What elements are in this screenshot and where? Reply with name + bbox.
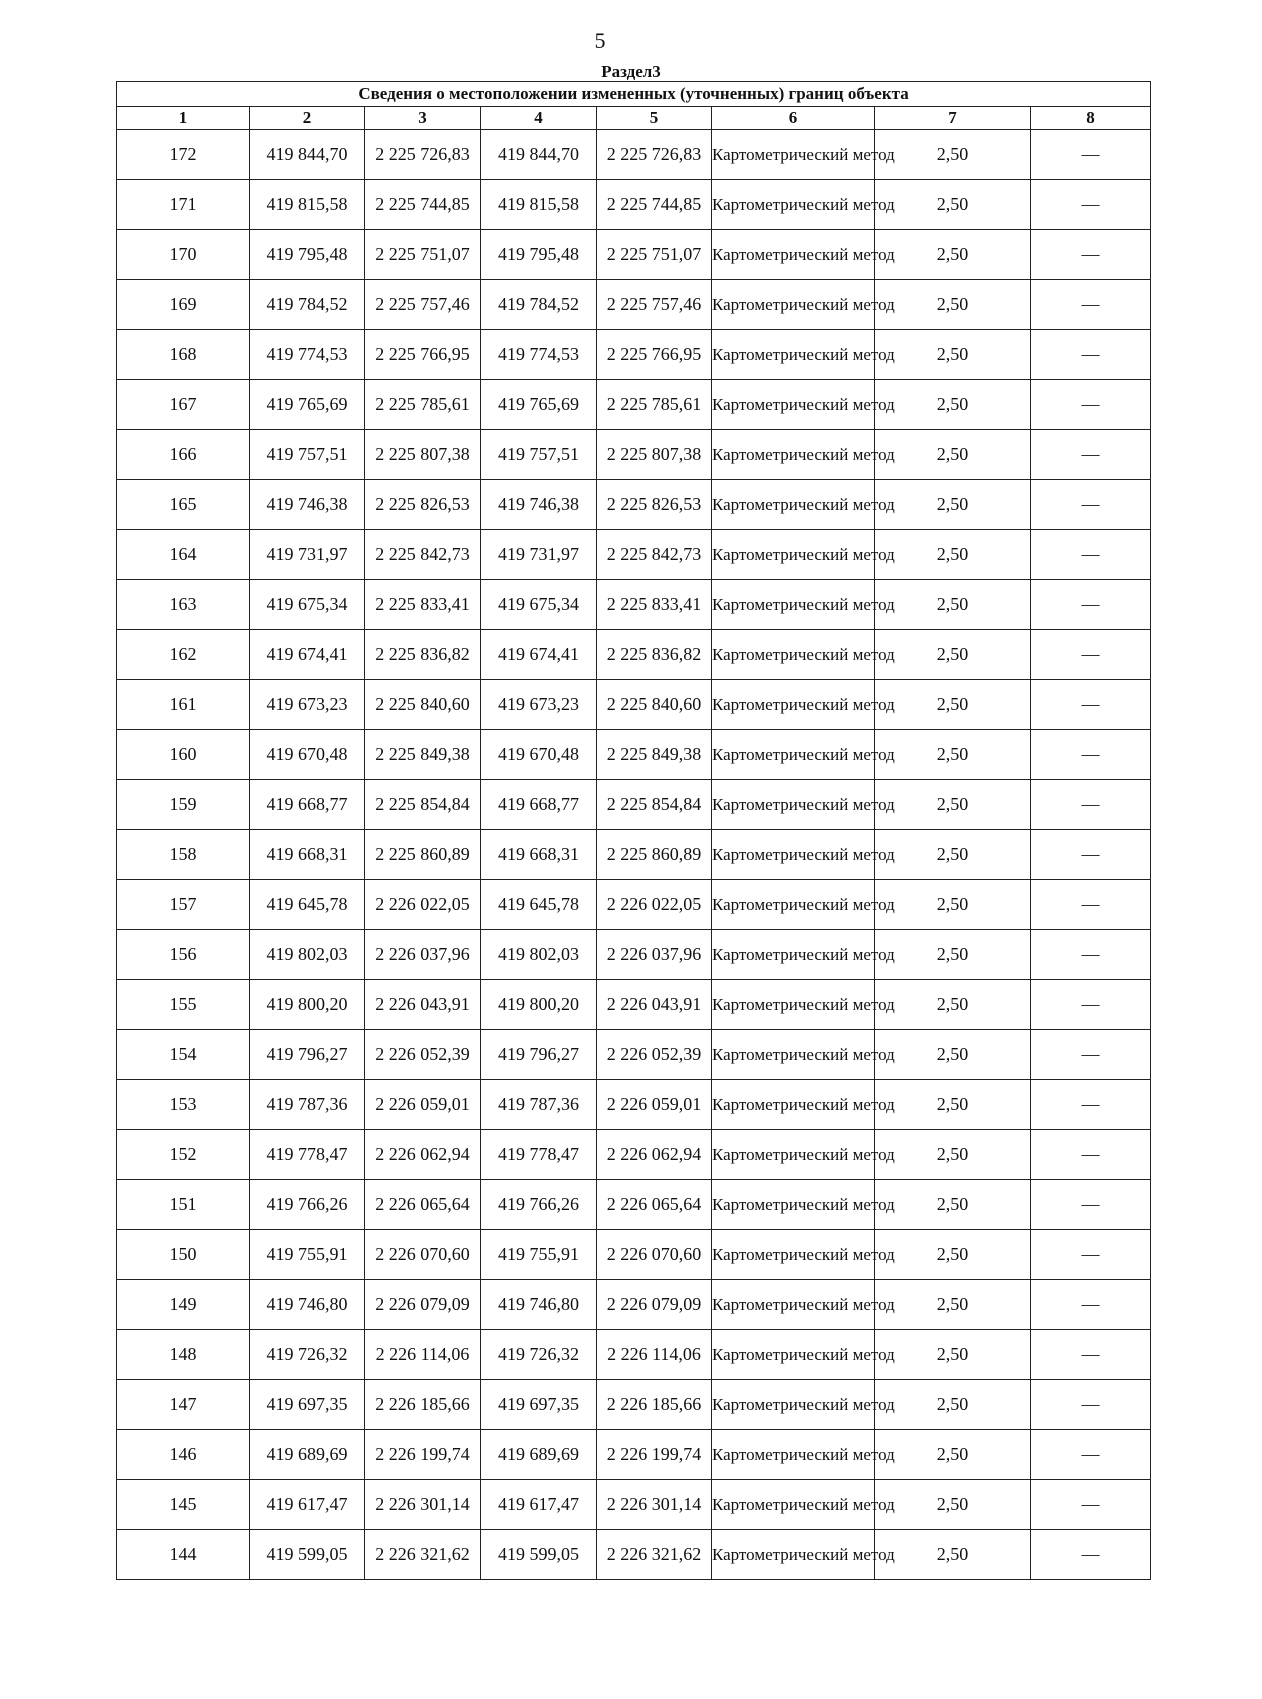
description-cell: —	[1031, 580, 1151, 630]
existing-y-cell: 2 225 842,73	[365, 530, 481, 580]
table-row	[117, 1530, 1151, 1580]
description-cell: —	[1031, 1280, 1151, 1330]
existing-y-cell: 2 225 826,53	[365, 480, 481, 530]
existing-y-cell: 2 225 766,95	[365, 330, 481, 380]
point-number-cell: 146	[117, 1430, 250, 1480]
existing-x-cell: 419 668,77	[250, 780, 365, 830]
description-cell: —	[1031, 380, 1151, 430]
existing-x-cell: 419 766,26	[250, 1180, 365, 1230]
refined-x-cell: 419 766,26	[481, 1180, 597, 1230]
description-cell: —	[1031, 280, 1151, 330]
refined-x-cell: 419 668,31	[481, 830, 597, 880]
column-header: 4	[481, 107, 597, 130]
refined-y-cell: 2 225 840,60	[597, 680, 712, 730]
method-cell: Картометрический метод	[712, 530, 875, 580]
refined-x-cell: 419 668,77	[481, 780, 597, 830]
method-cell: Картометрический метод	[712, 180, 875, 230]
accuracy-cell: 2,50	[875, 830, 1031, 880]
description-cell: —	[1031, 1030, 1151, 1080]
existing-y-cell: 2 225 744,85	[365, 180, 481, 230]
existing-y-cell: 2 226 301,14	[365, 1480, 481, 1530]
existing-y-cell: 2 226 199,74	[365, 1430, 481, 1480]
existing-x-cell: 419 674,41	[250, 630, 365, 680]
refined-x-cell: 419 787,36	[481, 1080, 597, 1130]
existing-x-cell: 419 796,27	[250, 1030, 365, 1080]
point-number-cell: 167	[117, 380, 250, 430]
description-cell: —	[1031, 980, 1151, 1030]
point-number-cell: 171	[117, 180, 250, 230]
refined-y-cell: 2 226 114,06	[597, 1330, 712, 1380]
method-cell: Картометрический метод	[712, 1180, 875, 1230]
point-number-cell: 157	[117, 880, 250, 930]
existing-x-cell: 419 815,58	[250, 180, 365, 230]
description-cell: —	[1031, 1080, 1151, 1130]
refined-x-cell: 419 765,69	[481, 380, 597, 430]
existing-y-cell: 2 226 022,05	[365, 880, 481, 930]
description-cell: —	[1031, 1230, 1151, 1280]
description-cell: —	[1031, 130, 1151, 180]
existing-x-cell: 419 726,32	[250, 1330, 365, 1380]
section-title: Раздел3	[601, 62, 661, 81]
description-cell: —	[1031, 630, 1151, 680]
method-cell: Картометрический метод	[712, 280, 875, 330]
refined-x-cell: 419 645,78	[481, 880, 597, 930]
existing-x-cell: 419 778,47	[250, 1130, 365, 1180]
refined-x-cell: 419 675,34	[481, 580, 597, 630]
accuracy-cell: 2,50	[875, 1130, 1031, 1180]
refined-y-cell: 2 226 043,91	[597, 980, 712, 1030]
accuracy-cell: 2,50	[875, 180, 1031, 230]
existing-y-cell: 2 225 860,89	[365, 830, 481, 880]
method-cell: Картометрический метод	[712, 880, 875, 930]
method-cell: Картометрический метод	[712, 930, 875, 980]
description-cell: —	[1031, 1180, 1151, 1230]
accuracy-cell: 2,50	[875, 1180, 1031, 1230]
existing-y-cell: 2 226 043,91	[365, 980, 481, 1030]
column-header: 8	[1031, 107, 1151, 130]
accuracy-cell: 2,50	[875, 730, 1031, 780]
table-row	[117, 180, 1151, 230]
existing-x-cell: 419 746,80	[250, 1280, 365, 1330]
accuracy-cell: 2,50	[875, 330, 1031, 380]
refined-y-cell: 2 225 833,41	[597, 580, 712, 630]
method-cell: Картометрический метод	[712, 1380, 875, 1430]
point-number-cell: 149	[117, 1280, 250, 1330]
table-row	[117, 680, 1151, 730]
existing-y-cell: 2 226 185,66	[365, 1380, 481, 1430]
table-row	[117, 1030, 1151, 1080]
refined-x-cell: 419 697,35	[481, 1380, 597, 1430]
table-row	[117, 1480, 1151, 1530]
point-number-cell: 159	[117, 780, 250, 830]
point-number-cell: 162	[117, 630, 250, 680]
existing-y-cell: 2 226 037,96	[365, 930, 481, 980]
method-cell: Картометрический метод	[712, 830, 875, 880]
table-row	[117, 930, 1151, 980]
table-row	[117, 530, 1151, 580]
refined-x-cell: 419 774,53	[481, 330, 597, 380]
refined-x-cell: 419 673,23	[481, 680, 597, 730]
description-cell: —	[1031, 830, 1151, 880]
point-number-cell: 151	[117, 1180, 250, 1230]
existing-x-cell: 419 668,31	[250, 830, 365, 880]
existing-x-cell: 419 675,34	[250, 580, 365, 630]
existing-x-cell: 419 599,05	[250, 1530, 365, 1580]
description-cell: —	[1031, 480, 1151, 530]
refined-x-cell: 419 844,70	[481, 130, 597, 180]
description-cell: —	[1031, 330, 1151, 380]
method-cell: Картометрический метод	[712, 580, 875, 630]
table-row	[117, 980, 1151, 1030]
column-header: 5	[597, 107, 712, 130]
table-row	[117, 630, 1151, 680]
point-number-cell: 147	[117, 1380, 250, 1430]
point-number-cell: 144	[117, 1530, 250, 1580]
refined-x-cell: 419 755,91	[481, 1230, 597, 1280]
method-cell: Картометрический метод	[712, 1280, 875, 1330]
refined-y-cell: 2 225 726,83	[597, 130, 712, 180]
existing-y-cell: 2 226 065,64	[365, 1180, 481, 1230]
point-number-cell: 169	[117, 280, 250, 330]
refined-x-cell: 419 802,03	[481, 930, 597, 980]
refined-x-cell: 419 674,41	[481, 630, 597, 680]
existing-x-cell: 419 765,69	[250, 380, 365, 430]
existing-x-cell: 419 787,36	[250, 1080, 365, 1130]
table-row	[117, 380, 1151, 430]
point-number-cell: 150	[117, 1230, 250, 1280]
method-cell: Картометрический метод	[712, 230, 875, 280]
description-cell: —	[1031, 1480, 1151, 1530]
table-row	[117, 1380, 1151, 1430]
description-cell: —	[1031, 930, 1151, 980]
refined-x-cell: 419 746,80	[481, 1280, 597, 1330]
method-cell: Картометрический метод	[712, 1480, 875, 1530]
refined-y-cell: 2 225 836,82	[597, 630, 712, 680]
existing-x-cell: 419 697,35	[250, 1380, 365, 1430]
table-row	[117, 1280, 1151, 1330]
coordinates-table	[116, 81, 1151, 1580]
existing-x-cell: 419 844,70	[250, 130, 365, 180]
accuracy-cell: 2,50	[875, 1230, 1031, 1280]
existing-x-cell: 419 755,91	[250, 1230, 365, 1280]
accuracy-cell: 2,50	[875, 1030, 1031, 1080]
table-row	[117, 1080, 1151, 1130]
description-cell: —	[1031, 1330, 1151, 1380]
existing-y-cell: 2 225 785,61	[365, 380, 481, 430]
accuracy-cell: 2,50	[875, 1330, 1031, 1380]
table-row	[117, 1180, 1151, 1230]
refined-y-cell: 2 226 022,05	[597, 880, 712, 930]
refined-y-cell: 2 226 199,74	[597, 1430, 712, 1480]
refined-y-cell: 2 226 321,62	[597, 1530, 712, 1580]
accuracy-cell: 2,50	[875, 230, 1031, 280]
point-number-cell: 165	[117, 480, 250, 530]
description-cell: —	[1031, 1130, 1151, 1180]
table-row	[117, 130, 1151, 180]
accuracy-cell: 2,50	[875, 380, 1031, 430]
refined-y-cell: 2 225 757,46	[597, 280, 712, 330]
method-cell: Картометрический метод	[712, 430, 875, 480]
method-cell: Картометрический метод	[712, 1430, 875, 1480]
refined-y-cell: 2 225 785,61	[597, 380, 712, 430]
refined-y-cell: 2 225 849,38	[597, 730, 712, 780]
refined-y-cell: 2 226 070,60	[597, 1230, 712, 1280]
accuracy-cell: 2,50	[875, 1380, 1031, 1430]
table-row	[117, 830, 1151, 880]
method-cell: Картометрический метод	[712, 1080, 875, 1130]
existing-x-cell: 419 617,47	[250, 1480, 365, 1530]
existing-y-cell: 2 225 854,84	[365, 780, 481, 830]
refined-x-cell: 419 746,38	[481, 480, 597, 530]
point-number-cell: 168	[117, 330, 250, 380]
refined-x-cell: 419 670,48	[481, 730, 597, 780]
refined-x-cell: 419 778,47	[481, 1130, 597, 1180]
description-cell: —	[1031, 1430, 1151, 1480]
accuracy-cell: 2,50	[875, 1480, 1031, 1530]
refined-y-cell: 2 225 842,73	[597, 530, 712, 580]
existing-y-cell: 2 225 840,60	[365, 680, 481, 730]
existing-y-cell: 2 226 321,62	[365, 1530, 481, 1580]
point-number-cell: 152	[117, 1130, 250, 1180]
table-row	[117, 280, 1151, 330]
description-cell: —	[1031, 430, 1151, 480]
refined-y-cell: 2 226 065,64	[597, 1180, 712, 1230]
existing-y-cell: 2 225 849,38	[365, 730, 481, 780]
description-cell: —	[1031, 230, 1151, 280]
point-number-cell: 160	[117, 730, 250, 780]
point-number-cell: 158	[117, 830, 250, 880]
refined-x-cell: 419 815,58	[481, 180, 597, 230]
point-number-cell: 172	[117, 130, 250, 180]
existing-x-cell: 419 645,78	[250, 880, 365, 930]
existing-y-cell: 2 225 751,07	[365, 230, 481, 280]
point-number-cell: 145	[117, 1480, 250, 1530]
table-row	[117, 730, 1151, 780]
method-cell: Картометрический метод	[712, 980, 875, 1030]
existing-x-cell: 419 774,53	[250, 330, 365, 380]
table-row	[117, 330, 1151, 380]
accuracy-cell: 2,50	[875, 1080, 1031, 1130]
existing-y-cell: 2 226 114,06	[365, 1330, 481, 1380]
column-header: 3	[365, 107, 481, 130]
refined-x-cell: 419 599,05	[481, 1530, 597, 1580]
existing-x-cell: 419 800,20	[250, 980, 365, 1030]
refined-x-cell: 419 800,20	[481, 980, 597, 1030]
accuracy-cell: 2,50	[875, 680, 1031, 730]
refined-x-cell: 419 795,48	[481, 230, 597, 280]
column-header: 7	[875, 107, 1031, 130]
method-cell: Картометрический метод	[712, 330, 875, 380]
refined-y-cell: 2 226 059,01	[597, 1080, 712, 1130]
existing-x-cell: 419 670,48	[250, 730, 365, 780]
method-cell: Картометрический метод	[712, 380, 875, 430]
table-row	[117, 480, 1151, 530]
method-cell: Картометрический метод	[712, 1330, 875, 1380]
point-number-cell: 170	[117, 230, 250, 280]
refined-y-cell: 2 226 301,14	[597, 1480, 712, 1530]
method-cell: Картометрический метод	[712, 1130, 875, 1180]
point-number-cell: 163	[117, 580, 250, 630]
refined-y-cell: 2 225 744,85	[597, 180, 712, 230]
accuracy-cell: 2,50	[875, 1280, 1031, 1330]
point-number-cell: 156	[117, 930, 250, 980]
existing-x-cell: 419 746,38	[250, 480, 365, 530]
accuracy-cell: 2,50	[875, 1530, 1031, 1580]
table-row	[117, 1130, 1151, 1180]
accuracy-cell: 2,50	[875, 780, 1031, 830]
existing-y-cell: 2 226 070,60	[365, 1230, 481, 1280]
method-cell: Картометрический метод	[712, 680, 875, 730]
refined-y-cell: 2 226 037,96	[597, 930, 712, 980]
description-cell: —	[1031, 530, 1151, 580]
existing-x-cell: 419 731,97	[250, 530, 365, 580]
refined-x-cell: 419 726,32	[481, 1330, 597, 1380]
accuracy-cell: 2,50	[875, 480, 1031, 530]
existing-x-cell: 419 757,51	[250, 430, 365, 480]
refined-x-cell: 419 731,97	[481, 530, 597, 580]
point-number-cell: 153	[117, 1080, 250, 1130]
description-cell: —	[1031, 1530, 1151, 1580]
existing-y-cell: 2 225 757,46	[365, 280, 481, 330]
refined-x-cell: 419 796,27	[481, 1030, 597, 1080]
accuracy-cell: 2,50	[875, 930, 1031, 980]
accuracy-cell: 2,50	[875, 430, 1031, 480]
existing-y-cell: 2 225 807,38	[365, 430, 481, 480]
refined-x-cell: 419 757,51	[481, 430, 597, 480]
accuracy-cell: 2,50	[875, 130, 1031, 180]
description-cell: —	[1031, 780, 1151, 830]
refined-x-cell: 419 689,69	[481, 1430, 597, 1480]
table-row	[117, 430, 1151, 480]
method-cell: Картометрический метод	[712, 480, 875, 530]
accuracy-cell: 2,50	[875, 630, 1031, 680]
refined-y-cell: 2 225 860,89	[597, 830, 712, 880]
table-row	[117, 1230, 1151, 1280]
existing-x-cell: 419 795,48	[250, 230, 365, 280]
refined-y-cell: 2 226 052,39	[597, 1030, 712, 1080]
accuracy-cell: 2,50	[875, 1430, 1031, 1480]
method-cell: Картометрический метод	[712, 630, 875, 680]
accuracy-cell: 2,50	[875, 980, 1031, 1030]
accuracy-cell: 2,50	[875, 280, 1031, 330]
point-number-cell: 164	[117, 530, 250, 580]
table-row	[117, 580, 1151, 630]
description-cell: —	[1031, 880, 1151, 930]
table-row	[117, 880, 1151, 930]
accuracy-cell: 2,50	[875, 880, 1031, 930]
existing-y-cell: 2 225 726,83	[365, 130, 481, 180]
accuracy-cell: 2,50	[875, 580, 1031, 630]
refined-y-cell: 2 225 826,53	[597, 480, 712, 530]
description-cell: —	[1031, 680, 1151, 730]
existing-y-cell: 2 226 079,09	[365, 1280, 481, 1330]
existing-x-cell: 419 784,52	[250, 280, 365, 330]
point-number-cell: 155	[117, 980, 250, 1030]
method-cell: Картометрический метод	[712, 780, 875, 830]
existing-y-cell: 2 225 836,82	[365, 630, 481, 680]
column-header: 2	[250, 107, 365, 130]
existing-y-cell: 2 226 052,39	[365, 1030, 481, 1080]
refined-y-cell: 2 226 062,94	[597, 1130, 712, 1180]
refined-x-cell: 419 784,52	[481, 280, 597, 330]
existing-x-cell: 419 802,03	[250, 930, 365, 980]
column-header: 6	[712, 107, 875, 130]
method-cell: Картометрический метод	[712, 130, 875, 180]
table-caption: Сведения о местоположении измененных (уточненных) границ объекта	[117, 82, 1151, 107]
refined-y-cell: 2 225 751,07	[597, 230, 712, 280]
table-row	[117, 230, 1151, 280]
method-cell: Картометрический метод	[712, 1030, 875, 1080]
existing-x-cell: 419 689,69	[250, 1430, 365, 1480]
refined-y-cell: 2 226 185,66	[597, 1380, 712, 1430]
description-cell: —	[1031, 1380, 1151, 1430]
refined-y-cell: 2 226 079,09	[597, 1280, 712, 1330]
point-number-cell: 148	[117, 1330, 250, 1380]
table-row	[117, 1330, 1151, 1380]
method-cell: Картометрический метод	[712, 1230, 875, 1280]
method-cell: Картометрический метод	[712, 730, 875, 780]
existing-y-cell: 2 226 059,01	[365, 1080, 481, 1130]
table-row	[117, 1430, 1151, 1480]
page-number: 5	[594, 28, 606, 53]
method-cell: Картометрический метод	[712, 1530, 875, 1580]
description-cell: —	[1031, 730, 1151, 780]
refined-y-cell: 2 225 766,95	[597, 330, 712, 380]
accuracy-cell: 2,50	[875, 530, 1031, 580]
existing-y-cell: 2 225 833,41	[365, 580, 481, 630]
description-cell: —	[1031, 180, 1151, 230]
table-row	[117, 780, 1151, 830]
existing-x-cell: 419 673,23	[250, 680, 365, 730]
point-number-cell: 161	[117, 680, 250, 730]
existing-y-cell: 2 226 062,94	[365, 1130, 481, 1180]
refined-x-cell: 419 617,47	[481, 1480, 597, 1530]
refined-y-cell: 2 225 807,38	[597, 430, 712, 480]
point-number-cell: 154	[117, 1030, 250, 1080]
table-body	[117, 130, 1151, 1580]
point-number-cell: 166	[117, 430, 250, 480]
refined-y-cell: 2 225 854,84	[597, 780, 712, 830]
column-header: 1	[117, 107, 250, 130]
